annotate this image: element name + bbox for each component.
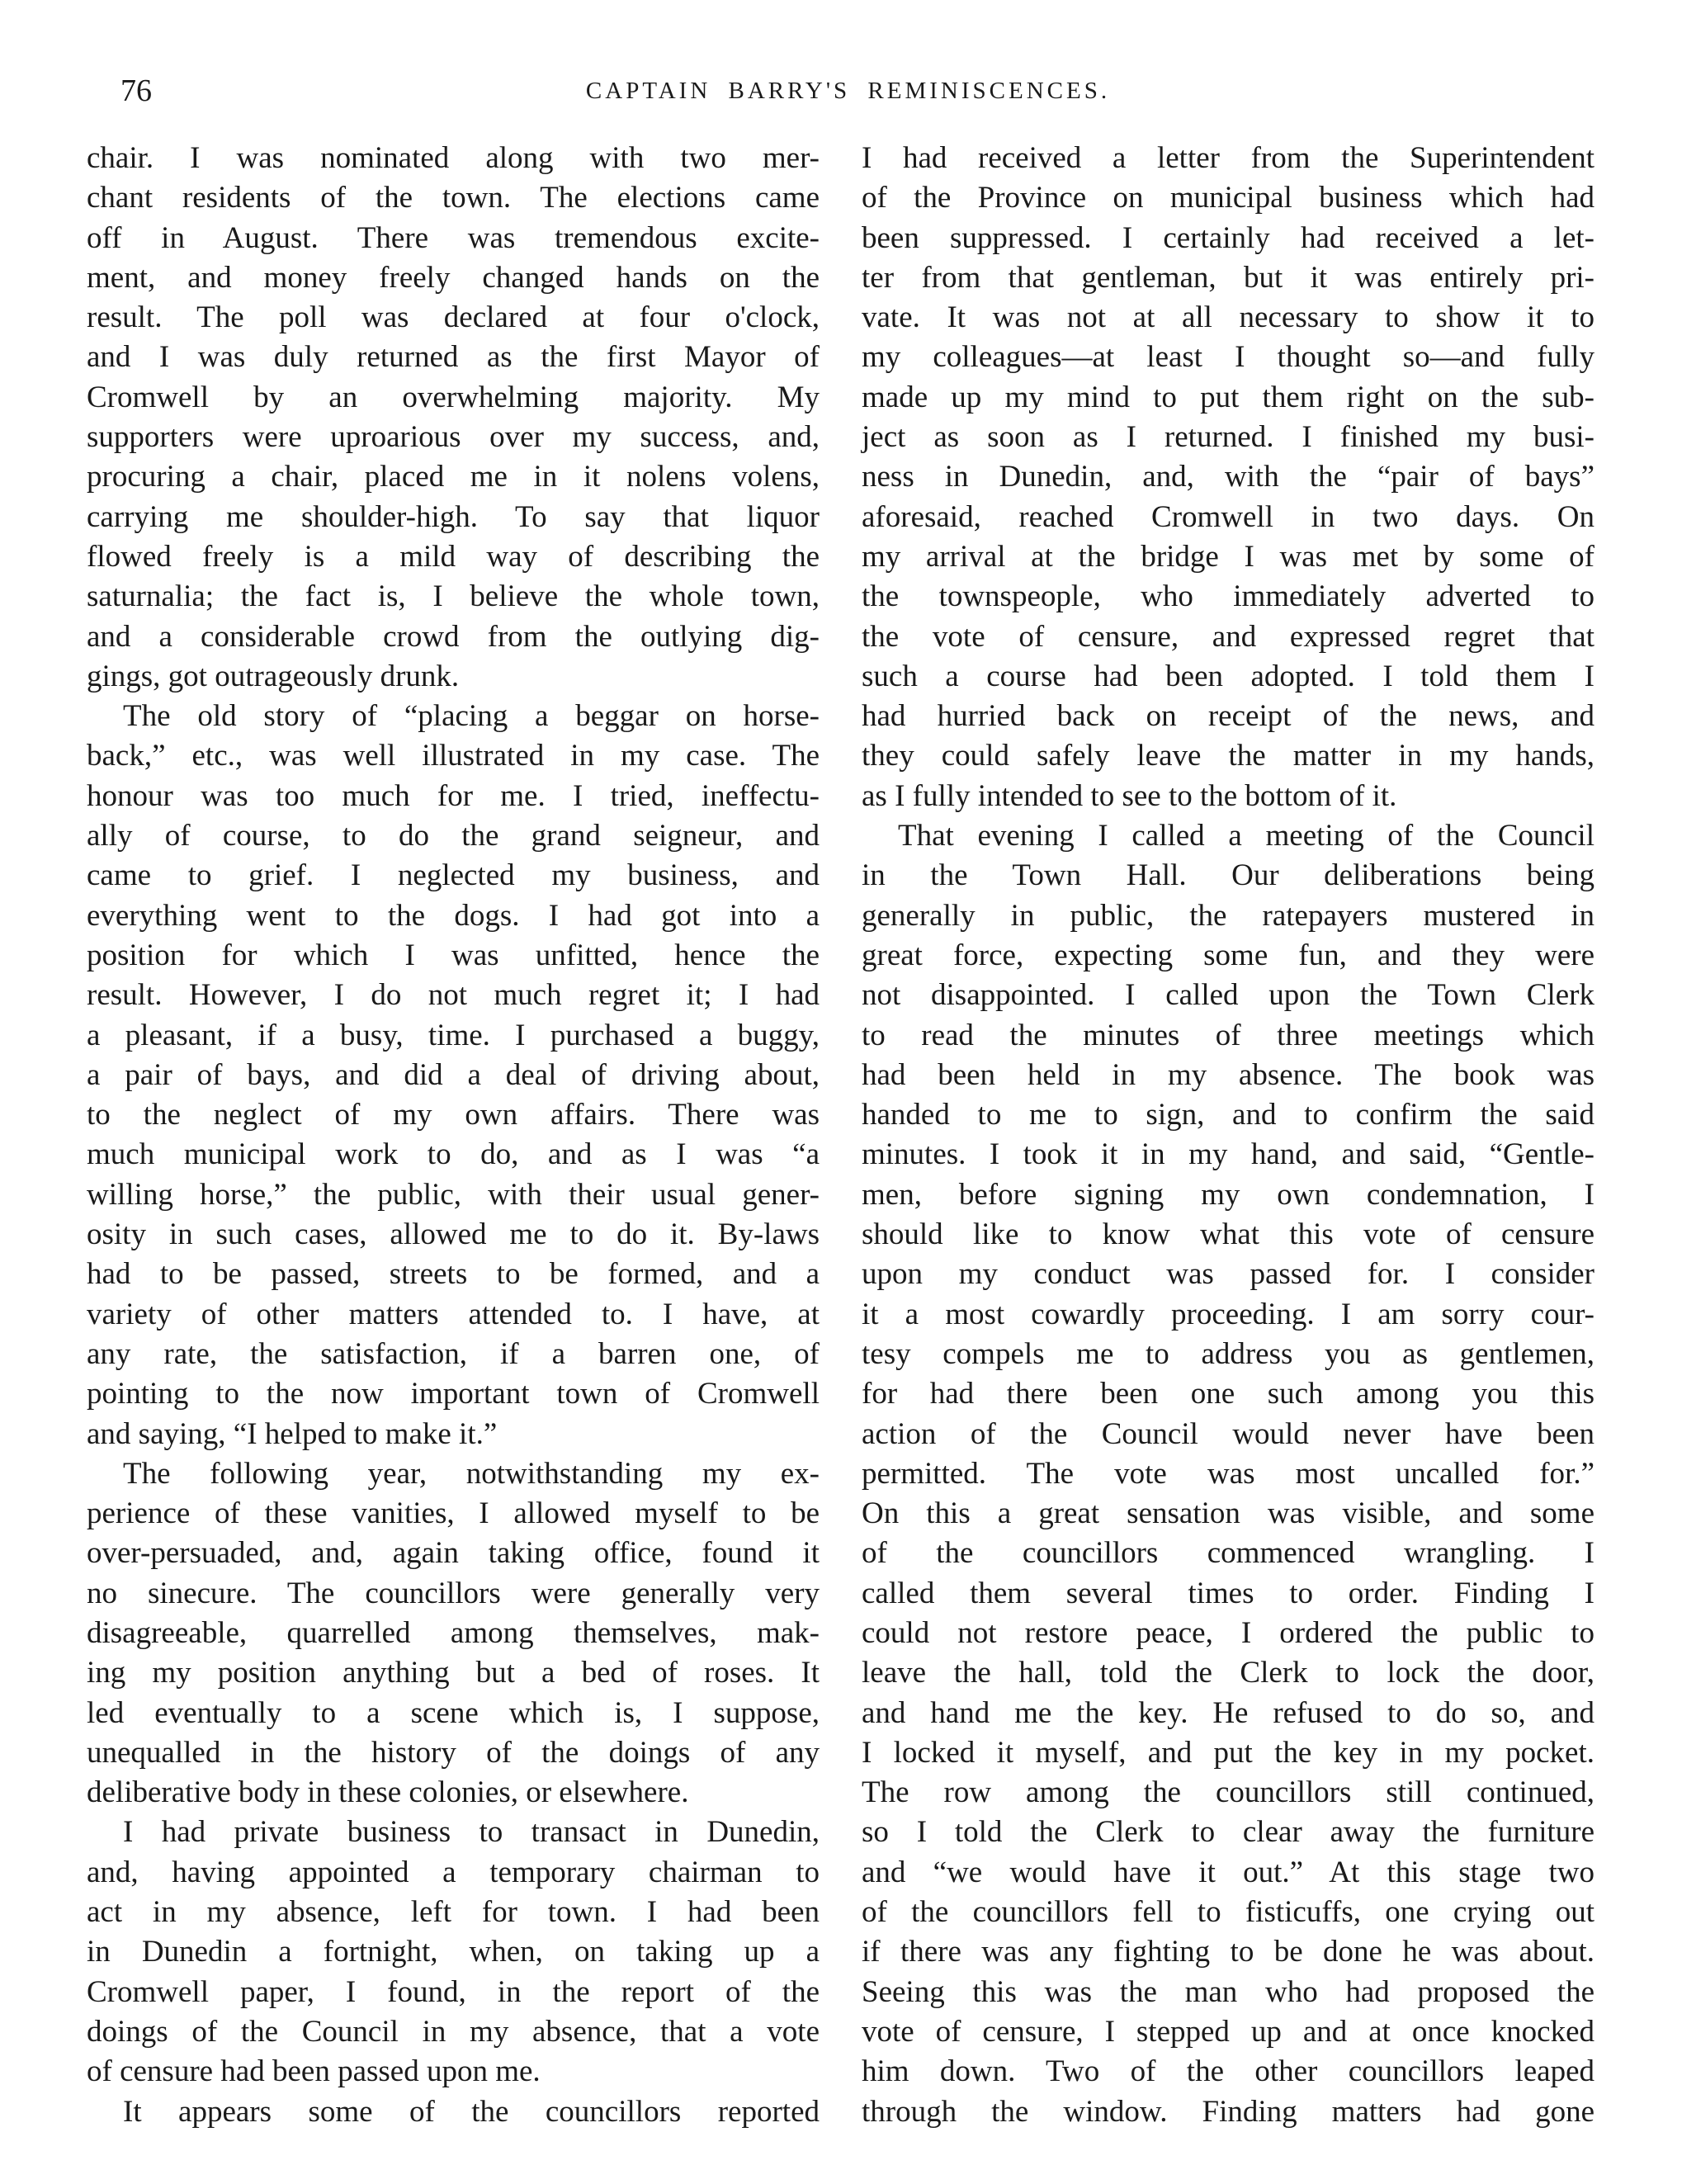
text-line: That evening I called a meeting of the Council (898, 819, 1594, 853)
text-line: ness in Dunedin, and, with the “pair of bays” (862, 460, 1594, 494)
text-line: permitted. The vote was most uncalled for.” (862, 1456, 1594, 1491)
text-line: had to be passed, streets to be formed, and a (87, 1257, 820, 1292)
text-line: such a course had been adopted. I told them I (862, 659, 1594, 693)
text-line: position for which I was unfitted, hence the (87, 938, 820, 972)
paragraph (87, 697, 820, 1454)
paragraph (87, 1454, 820, 1813)
text-line: over-persuaded, and, again taking office, found it (87, 1536, 820, 1571)
text-line: upon my conduct was passed for. I consider (862, 1257, 1594, 1292)
text-line: Seeing this was the man who had proposed the (862, 1974, 1594, 2009)
text-line: came to grief. I neglected my business, and (87, 858, 820, 893)
text-line: ject as soon as I returned. I finished my busi- (862, 420, 1594, 455)
text-line: pointing to the now important town of Cromwell (87, 1377, 820, 1411)
text-line: made up my mind to put them right on the sub- (862, 380, 1594, 414)
text-line: leave the hall, told the Clerk to lock the door, (862, 1656, 1594, 1690)
text-line: and a considerable crowd from the outlying dig- (87, 619, 820, 654)
text-line: handed to me to sign, and to confirm the said (862, 1098, 1594, 1132)
text-line: action of the Council would never have been (862, 1416, 1594, 1451)
text-line: perience of these vanities, I allowed myself to be (87, 1496, 820, 1531)
paragraph (87, 2092, 820, 2132)
text-line: of the Province on municipal business which had (862, 181, 1594, 215)
text-line: chair. I was nominated along with two mer- (87, 141, 820, 175)
text-line: my arrival at the bridge I was met by some of (862, 539, 1594, 574)
text-line: deliberative body in these colonies, or elsewhere. (87, 1775, 689, 1810)
text-column-left (87, 139, 820, 2132)
text-line: carrying me shoulder-high. To say that liquor (87, 499, 820, 534)
text-line: much municipal work to do, and as I was “a (87, 1137, 820, 1172)
text-line: disagreeable, quarrelled among themselves, mak- (87, 1615, 820, 1650)
text-line: variety of other matters attended to. I have, at (87, 1297, 820, 1331)
text-line: supporters were uproarious over my success, and, (87, 420, 820, 455)
text-line: minutes. I took it in my hand, and said, “Gentle- (862, 1137, 1594, 1172)
text-line: and “we would have it out.” At this stage two (862, 1855, 1594, 1889)
paragraph (87, 139, 820, 697)
text-line: Cromwell by an overwhelming majority. My (87, 380, 820, 414)
text-line: saturnalia; the fact is, I believe the whole town, (87, 579, 820, 614)
text-line: great force, expecting some fun, and they were (862, 938, 1594, 972)
text-line: any rate, the satisfaction, if a barren one, of (87, 1336, 820, 1371)
text-line: vote of censure, I stepped up and at once knocked (862, 2014, 1594, 2049)
text-line: aforesaid, reached Cromwell in two days. On (862, 499, 1594, 534)
text-line: him down. Two of the other councillors leaped (862, 2054, 1594, 2089)
text-line: as I fully intended to see to the bottom of it. (862, 778, 1397, 813)
text-line: Cromwell paper, I found, in the report of the (87, 1974, 820, 2009)
text-line: no sinecure. The councillors were generally very (87, 1576, 820, 1610)
text-line: I had private business to transact in Dunedin, (123, 1815, 820, 1850)
text-line: I locked it myself, and put the key in my pocket. (862, 1735, 1594, 1770)
text-line: in the Town Hall. Our deliberations being (862, 858, 1594, 893)
text-line: been suppressed. I certainly had received a let- (862, 220, 1594, 255)
text-line: result. However, I do not much regret it; I had (87, 978, 820, 1013)
text-line: ally of course, to do the grand seigneur, and (87, 819, 820, 853)
text-line: so I told the Clerk to clear away the furniture (862, 1815, 1594, 1850)
text-line: had been held in my absence. The book was (862, 1057, 1594, 1092)
paragraph (862, 139, 1594, 816)
text-line: vate. It was not at all necessary to show it to (862, 300, 1594, 335)
text-line: of the councillors fell to fisticuffs, one crying out (862, 1895, 1594, 1930)
text-line: of the councillors commenced wrangling. I (862, 1536, 1594, 1571)
text-line: The row among the councillors still continued, (862, 1775, 1594, 1810)
text-line: unequalled in the history of the doings of any (87, 1735, 820, 1770)
text-line: through the window. Finding matters had gone (862, 2094, 1594, 2129)
text-line: for had there been one such among you this (862, 1377, 1594, 1411)
text-line: On this a great sensation was visible, and some (862, 1496, 1594, 1531)
page-number: 76 (120, 73, 152, 108)
text-line: the vote of censure, and expressed regret that (862, 619, 1594, 654)
paragraph (862, 816, 1594, 2132)
text-line: honour was too much for me. I tried, ineffectu- (87, 778, 820, 813)
text-line: a pair of bays, and did a deal of driving about, (87, 1057, 820, 1092)
text-line: called them several times to order. Finding I (862, 1576, 1594, 1610)
text-line: tesy compels me to address you as gentlemen, (862, 1336, 1594, 1371)
text-line: The old story of “placing a beggar on horse- (123, 699, 820, 734)
text-line: it a most cowardly proceeding. I am sorry cour- (862, 1297, 1594, 1331)
text-line: willing horse,” the public, with their usual gener- (87, 1177, 820, 1212)
text-line: if there was any fighting to be done he was about. (862, 1935, 1594, 1969)
text-line: and saying, “I helped to make it.” (87, 1416, 498, 1451)
text-column-right (862, 139, 1594, 2132)
text-line: and I was duly returned as the first Mayor of (87, 340, 820, 375)
running-title: CAPTAIN BARRY'S REMINISCENCES. (585, 78, 1111, 104)
text-line: act in my absence, left for town. I had been (87, 1895, 820, 1930)
text-line: not disappointed. I called upon the Town Clerk (862, 978, 1594, 1013)
text-line: men, before signing my own condemnation, I (862, 1177, 1594, 1212)
text-line: to the neglect of my own affairs. There was (87, 1098, 820, 1132)
text-line: of censure had been passed upon me. (87, 2054, 541, 2089)
text-line: osity in such cases, allowed me to do it. By-laws (87, 1217, 820, 1252)
text-line: flowed freely is a mild way of describing the (87, 539, 820, 574)
text-line: and, having appointed a temporary chairman to (87, 1855, 820, 1889)
text-line: should like to know what this vote of censure (862, 1217, 1594, 1252)
text-line: led eventually to a scene which is, I suppose, (87, 1695, 820, 1730)
text-line: everything went to the dogs. I had got into a (87, 898, 820, 933)
text-line: to read the minutes of three meetings which (862, 1018, 1594, 1052)
text-line: back,” etc., was well illustrated in my case. The (87, 739, 820, 773)
text-line: a pleasant, if a busy, time. I purchased a buggy, (87, 1018, 820, 1052)
text-line: It appears some of the councillors reported (123, 2094, 820, 2129)
text-line: procuring a chair, placed me in it nolens volens, (87, 460, 820, 494)
text-line: my colleagues—at least I thought so—and fully (862, 340, 1594, 375)
text-line: could not restore peace, I ordered the public to (862, 1615, 1594, 1650)
text-line: off in August. There was tremendous excite- (87, 220, 820, 255)
text-line: the townspeople, who immediately adverted to (862, 579, 1594, 614)
text-line: generally in public, the ratepayers mustered in (862, 898, 1594, 933)
text-line: ter from that gentleman, but it was entirely pri- (862, 260, 1594, 295)
text-line: had hurried back on receipt of the news, and (862, 699, 1594, 734)
text-line: in Dunedin a fortnight, when, on taking up a (87, 1935, 820, 1969)
text-line: doings of the Council in my absence, that a vote (87, 2014, 820, 2049)
text-line: ing my position anything but a bed of roses. It (87, 1656, 820, 1690)
text-line: and hand me the key. He refused to do so, and (862, 1695, 1594, 1730)
text-line: ment, and money freely changed hands on the (87, 260, 820, 295)
text-line: gings, got outrageously drunk. (87, 659, 460, 693)
text-line: I had received a letter from the Superintendent (862, 141, 1594, 175)
paragraph (87, 1813, 820, 2092)
text-line: they could safely leave the matter in my hands, (862, 739, 1594, 773)
text-line: result. The poll was declared at four o'clock, (87, 300, 820, 335)
text-line: The following year, notwithstanding my ex- (123, 1456, 820, 1491)
text-line: chant residents of the town. The elections came (87, 181, 820, 215)
